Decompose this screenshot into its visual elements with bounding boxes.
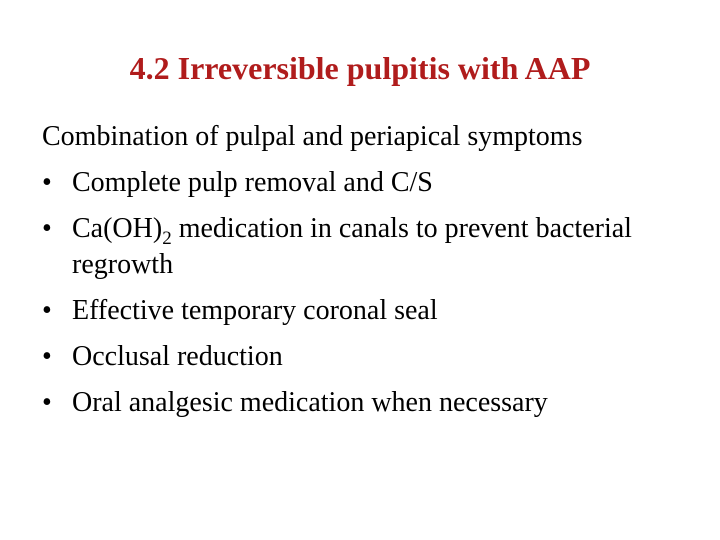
bullet-marker: • <box>42 167 52 198</box>
bullet-text: Oral analgesic medication when necessary <box>72 387 548 418</box>
formula-subscript: 2 <box>162 228 172 249</box>
bullet-marker: • <box>42 387 52 418</box>
bullet-text <box>72 213 632 280</box>
bullet-item-caoh2-medication <box>42 206 702 288</box>
slide-body <box>42 114 702 426</box>
bullet-item-occlusal-reduction <box>42 334 702 380</box>
bullet-item-analgesic <box>42 380 702 426</box>
bullet-marker: • <box>42 341 52 372</box>
bullet-list <box>42 160 702 426</box>
bullet-text: Occlusal reduction <box>72 341 283 372</box>
bullet-item-pulp-removal <box>42 160 702 206</box>
bullet-text-rest: medication in canals to prevent bacterial regrowth <box>72 213 632 280</box>
chemical-formula: Ca(OH) <box>72 213 163 244</box>
bullet-text: Complete pulp removal and C/S <box>72 167 433 198</box>
bullet-marker: • <box>42 295 52 326</box>
bullet-text: Effective temporary coronal seal <box>72 295 438 326</box>
bullet-marker: • <box>42 213 52 244</box>
slide-title: 4.2 Irreversible pulpitis with AAP <box>129 50 591 86</box>
bullet-item-coronal-seal <box>42 288 702 334</box>
intro-text: Combination of pulpal and periapical symptoms <box>42 121 583 152</box>
